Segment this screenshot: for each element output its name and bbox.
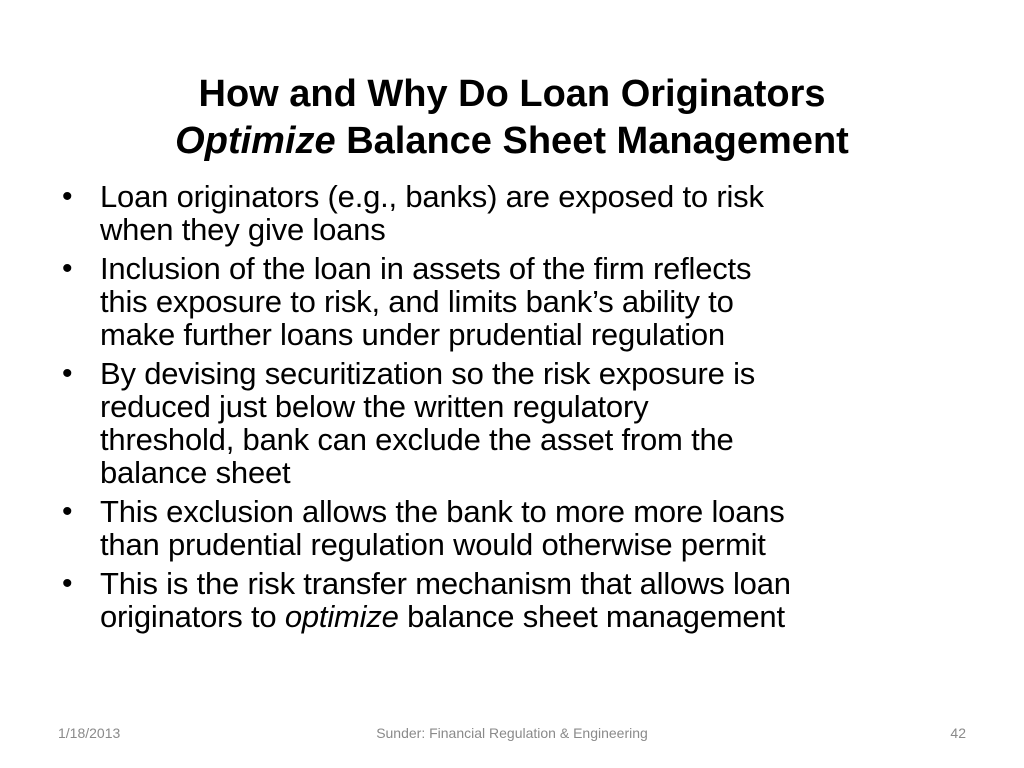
bullet-line-start: originators to	[100, 599, 285, 634]
title-line-2-rest: Balance Sheet Management	[335, 120, 849, 163]
bullet-line-end: balance sheet management	[398, 599, 785, 634]
bullet-line: balance sheet	[100, 455, 291, 490]
bullet-line	[100, 600, 976, 633]
bullet-line: By devising securitization so the risk exposure is	[100, 356, 756, 391]
title-line-2	[80, 118, 944, 165]
bullet-item-3	[56, 357, 976, 489]
bullet-text	[100, 180, 976, 246]
bullet-text	[100, 495, 976, 561]
bullet-line: This is the risk transfer mechanism that allows loan	[100, 566, 791, 601]
title-emphasis: Optimize	[175, 120, 336, 163]
bullet-item-1	[56, 180, 976, 246]
bullet-icon: •	[62, 495, 73, 528]
bullet-line: reduced just below the written regulatory	[100, 389, 649, 424]
bullet-line: Inclusion of the loan in assets of the firm reflects	[100, 251, 752, 286]
bullet-line: Loan originators (e.g., banks) are exposed to risk	[100, 179, 764, 214]
bullet-item-5	[56, 567, 976, 633]
bullet-item-4	[56, 495, 976, 561]
footer-page-number: 42	[950, 725, 966, 741]
slide-title	[80, 71, 944, 165]
bullet-line: threshold, bank can exclude the asset from the	[100, 422, 734, 457]
bullet-icon: •	[62, 357, 73, 390]
title-line-1: How and Why Do Loan Originators	[198, 73, 826, 116]
bullet-text	[100, 252, 976, 351]
bullet-line: when they give loans	[100, 212, 386, 247]
bullet-line: this exposure to risk, and limits bank’s ability to	[100, 284, 734, 319]
footer-date: 1/18/2013	[58, 725, 121, 741]
bullet-emphasis: optimize	[284, 599, 399, 634]
bullet-icon: •	[62, 567, 73, 600]
bullet-list	[56, 180, 976, 639]
bullet-icon: •	[62, 180, 73, 213]
bullet-line: This exclusion allows the bank to more more loans	[100, 494, 785, 529]
bullet-text	[100, 567, 976, 633]
bullet-line: than prudential regulation would otherwise permit	[100, 527, 766, 562]
bullet-line: make further loans under prudential regulation	[100, 317, 725, 352]
bullet-icon: •	[62, 252, 73, 285]
footer-title: Sunder: Financial Regulation & Engineering	[376, 725, 648, 741]
bullet-item-2	[56, 252, 976, 351]
bullet-text	[100, 357, 976, 489]
